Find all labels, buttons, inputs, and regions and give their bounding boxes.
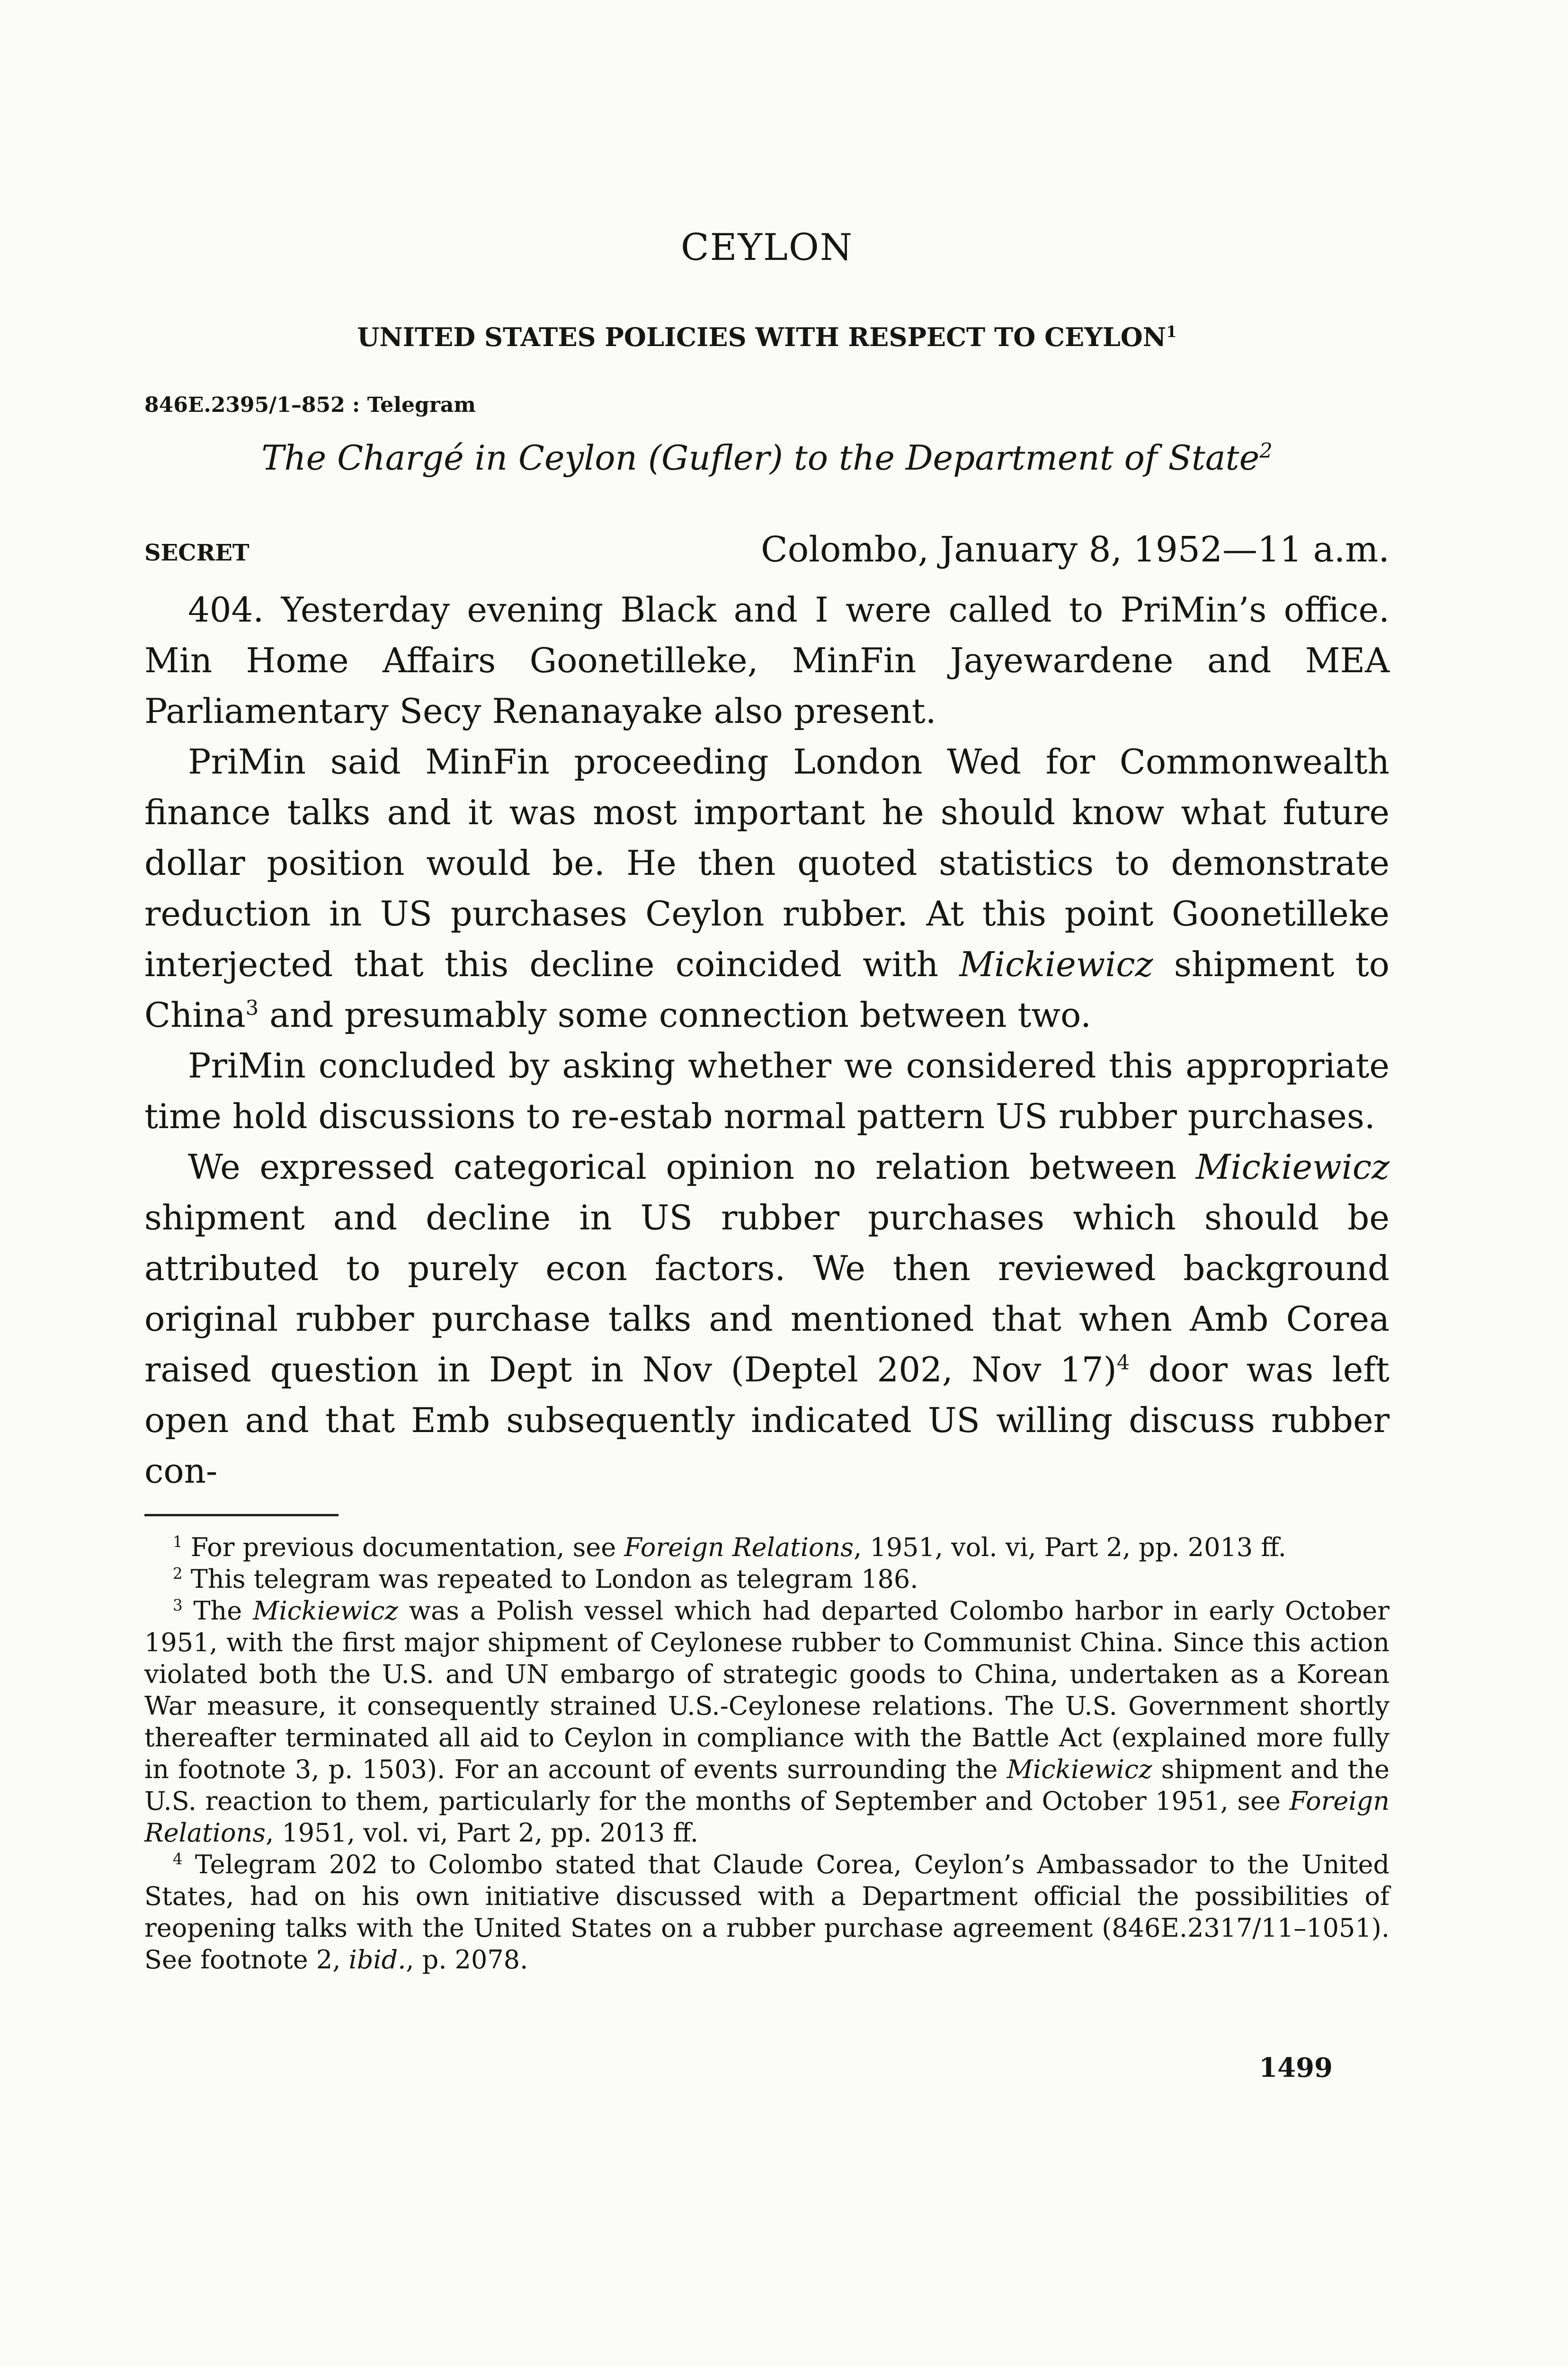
footnote-2 [144,1563,1390,1595]
heading-footnote-marker: 2 [1259,439,1273,463]
footnote-marker: 3 [245,997,259,1020]
footnote-text: shipment and the U.S. reaction to them, particularly for the months of September and October 1951, see [144,1754,1390,1816]
document-reference: 846E.2395/1–852 : Telegram [144,393,476,417]
subtitle [144,322,1390,352]
page-number: 1499 [1259,2052,1333,2083]
heading-text: The Chargé in Ceylon (Gufler) to the Department of State [261,438,1260,478]
footnotes [144,1531,1390,1975]
vessel-name: Mickiewicz [1195,1147,1390,1187]
citation-abbreviation: ibid. [348,1945,406,1975]
footnote-text: Telegram 202 to Colombo stated that Claude Corea, Ceylon’s Ambassador to the United States, had on his own initiative discussed with a Department official the possibilities of reopening talks with the United States on a rubber purchase agreement (846E.2317/11–1051). See footnote 2, [144,1850,1390,1975]
body-text: shipment to China [144,944,1390,1035]
body-paragraph-2 [144,737,1390,1041]
dateline: Colombo, January 8, 1952—11 a.m. [761,529,1390,570]
footnote-number: 3 [173,1596,183,1614]
footnote-text: , 1951, vol. vi, Part 2, pp. 2013 ff. [266,1818,699,1848]
body-text: We expressed categorical opinion no relation between [188,1147,1196,1187]
footnote-text: , 1951, vol. vi, Part 2, pp. 2013 ff. [854,1532,1286,1562]
document-page [144,0,1390,2367]
subtitle-footnote-marker: 1 [1166,323,1177,341]
subtitle-text: UNITED STATES POLICIES WITH RESPECT TO CEYLON [357,322,1167,352]
footnote-text: was a Polish vessel which had departed Colombo harbor in early October 1951, with the first major shipment of Ceylonese rubber to Communist China. Since this action violated both the U.S. and UN embargo of strategic goods to China, undertaken as a Korean War measure, it consequently strained U.S.-Ceylonese relations. The U.S. Government shortly thereafter terminated all aid to Ceylon in compliance with the Battle Act (explained more fully in footnote 3, p. 1503). For an account of events surrounding the [144,1596,1390,1784]
footnote-marker: 4 [1116,1351,1130,1375]
footnote-number: 1 [173,1533,183,1551]
footnote-number: 4 [173,1850,183,1868]
section-title: CEYLON [680,226,854,269]
publication-title: Foreign Relations [144,1786,1390,1848]
body-text: and presumably some connection between two. [258,995,1092,1035]
document-heading [144,438,1390,478]
vessel-name: Mickiewicz [1007,1754,1152,1784]
footnote-text: The [182,1596,253,1626]
classification-label: SECRET [144,540,249,566]
body-text: door was left open and that Emb subsequently indicated US willing discuss rubber con- [144,1350,1390,1491]
footnote-3 [144,1595,1390,1849]
footnote-text: , p. 2078. [406,1945,528,1975]
footnote-text: For previous documentation, see [182,1532,624,1562]
telegram-body [144,585,1390,1496]
vessel-name: Mickiewicz [253,1596,399,1626]
vessel-name: Mickiewicz [959,944,1153,984]
body-text: PriMin said MinFin proceeding London Wed for Commonwealth finance talks and it was most important he should know what future dollar position would be. He then quoted statistics to demonstrate reduction in US purchases Ceylon rubber. At this point Goonetilleke interjected that this decline coincided with [144,742,1390,984]
footnote-4 [144,1849,1390,1975]
publication-title: Foreign Relations [624,1532,854,1562]
body-paragraph-4 [144,1142,1390,1496]
footnote-number: 2 [173,1565,183,1583]
body-text: shipment and decline in US rubber purchases which should be attributed to purely econ factors. We then reviewed background original rubber purchase talks and mentioned that when Amb Corea raised question in Dept in Nov (Deptel 202, Nov 17) [144,1198,1390,1389]
footnote-text: This telegram was repeated to London as telegram 186. [182,1564,918,1594]
footnote-divider [144,1514,339,1516]
body-paragraph-1: 404. Yesterday evening Black and I were called to PriMin’s office. Min Home Affairs Goonetilleke, MinFin Jayewardene and MEA Parliamentary Secy Renanayake also present. [144,590,1390,731]
footnote-1 [144,1531,1390,1563]
body-paragraph-3: PriMin concluded by asking whether we considered this appropriate time hold discussions to re-estab normal pattern US rubber purchases. [144,1046,1390,1136]
